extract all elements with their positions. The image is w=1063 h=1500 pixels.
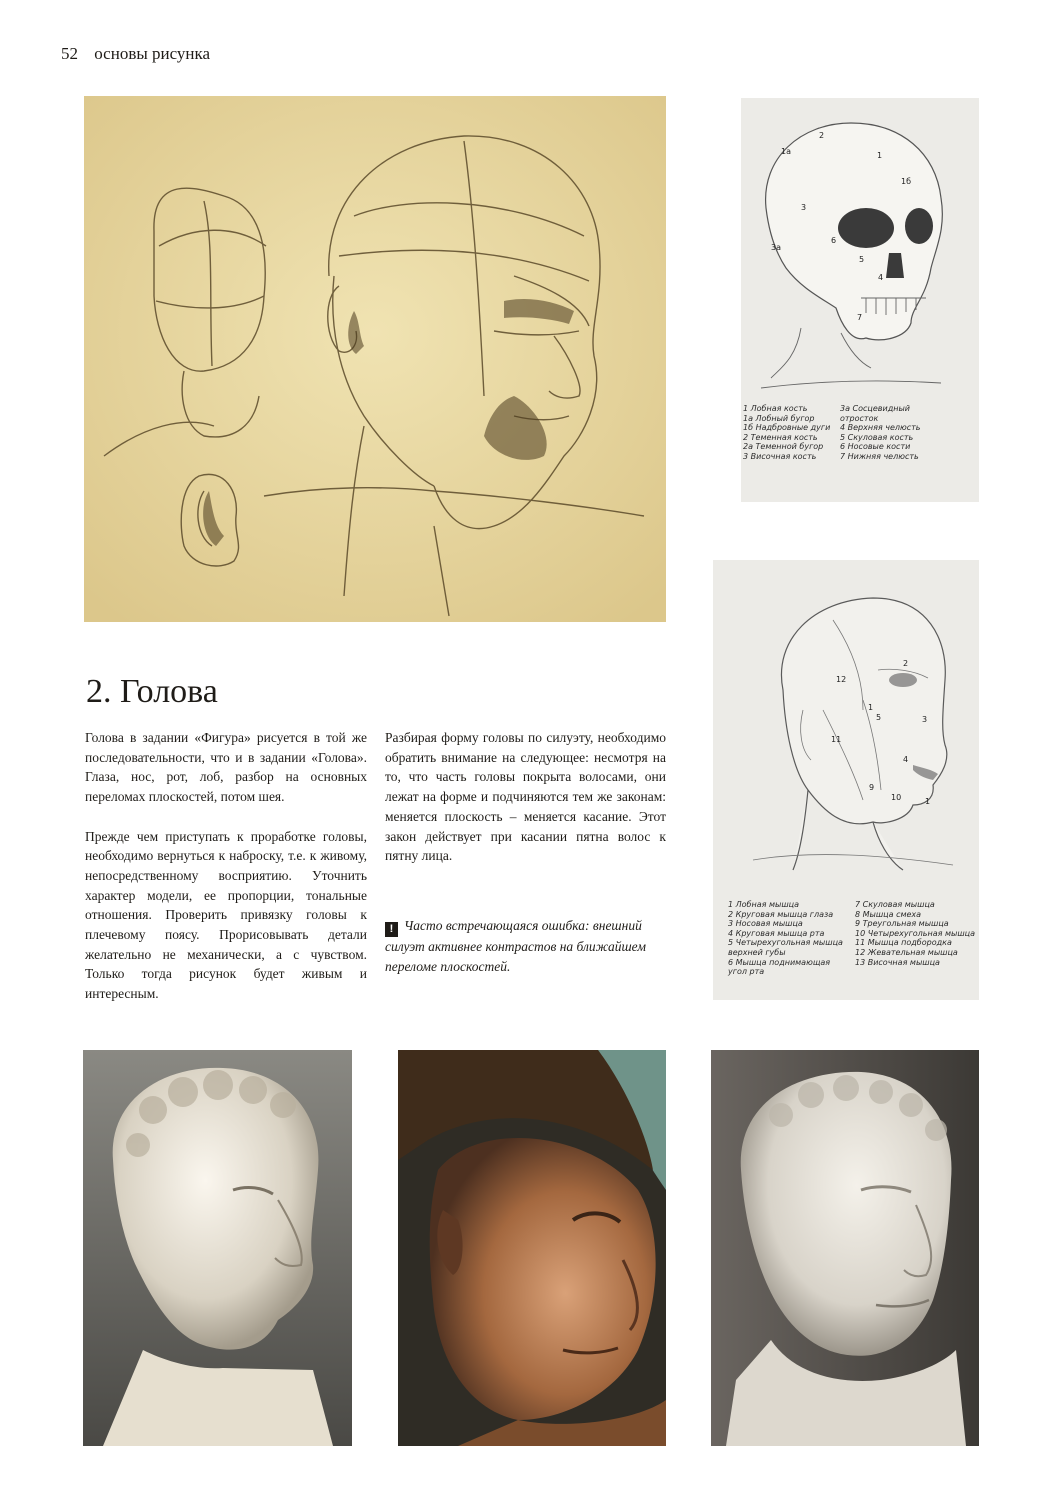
skull-figure <box>741 98 979 502</box>
common-mistake-note <box>385 916 666 976</box>
legend-item: 7 Нижняя челюсть <box>840 451 919 461</box>
body-column-right <box>385 728 666 886</box>
exclamation-icon: ! <box>385 922 398 937</box>
skull-number: 6 <box>831 236 837 245</box>
note-text: Часто встречающаяся ошибка: внешний силуэт активнее контрастов на ближайшем переломе плоскостей. <box>385 918 646 974</box>
legend-item: 10 Четырехугольная мышца <box>855 928 976 938</box>
skull-legend-left <box>743 404 830 462</box>
david-head-photo <box>83 1050 352 1446</box>
muscle-number: 4 <box>903 755 909 764</box>
fresco-head-image <box>398 1050 666 1446</box>
muscle-number: 2 <box>903 659 909 668</box>
legend-item: 13 Височная мышца <box>855 957 940 967</box>
skull-number: 4 <box>878 273 884 282</box>
roman-bust-image <box>711 1050 979 1446</box>
fresco-head-photo <box>398 1050 666 1446</box>
muscle-legend-right <box>855 900 975 967</box>
muscle-legend-left <box>728 900 843 977</box>
skull-number: 1 <box>877 151 883 160</box>
skull-number: 3а <box>771 243 781 252</box>
running-title: основы рисунка <box>94 44 211 63</box>
legend-item: отросток <box>840 413 879 423</box>
body-column-left <box>85 728 367 1024</box>
muscle-number: 12 <box>836 675 847 684</box>
muscle-number: 1 <box>868 703 874 712</box>
legend-item: 12 Жевательная мышца <box>855 947 958 957</box>
legend-item: 1б Надбровные дуги <box>743 423 831 433</box>
head-sketch-figure <box>84 96 666 622</box>
skull-legend-right <box>840 404 921 462</box>
body-paragraph: Прежде чем приступать к проработке головы, необходимо вернуться к наброску, т.е. к живому, непосредственному восприятию. Уточнить характер модели, ее пропорции, тональные отношения. Проверить привязку головы к плечевому поясу. Прорисовывать детали желательно не механически, а с чувством. Только тогда рисунок будет живым и интересным. <box>85 828 367 1002</box>
legend-item: 5 Четырехугольная мышца <box>728 938 843 948</box>
body-paragraph: Голова в задании «Фигура» рисуется в той же последовательности, что и в задании «Голова». Глаза, нос, рот, лоб, разбор на основных переломах плоскостей, потом шея. <box>85 730 367 805</box>
muscle-number: 11 <box>831 735 842 744</box>
legend-item: верхней губы <box>728 947 786 957</box>
legend-item: 2 Круговая мышца глаза <box>728 909 834 919</box>
legend-item: 7 Скуловая мышца <box>855 900 935 909</box>
legend-item: 1 Лобная кость <box>743 404 808 413</box>
legend-item: 1 Лобная мышца <box>728 900 799 909</box>
legend-item: угол рта <box>728 967 765 977</box>
muscle-number: 3 <box>922 715 928 724</box>
legend-item: 6 Носовые кости <box>840 442 911 452</box>
legend-item: 1а Лобный бугор <box>743 413 815 423</box>
muscle-number: 9 <box>869 783 875 792</box>
legend-item: 3 Носовая мышца <box>728 919 803 929</box>
skull-number: 1а <box>781 147 791 156</box>
legend-item: 11 Мышца подбородка <box>855 938 952 948</box>
facial-muscles-figure <box>713 560 979 1000</box>
legend-item: 2 Теменная кость <box>743 432 818 442</box>
legend-item: 9 Треугольная мышца <box>855 919 949 929</box>
body-paragraph: Разбирая форму головы по силуэту, необходимо обратить внимание на следующее: несмотря на то, что часть головы покрыта волосами, они лежат на форме и подчиняются тем же законам: меняется плоскость – меняется касание. Этот закон действует при касании пятна волос к пятну лица. <box>385 730 666 864</box>
muscle-number: 1 <box>925 797 931 806</box>
skull-number: 1б <box>901 177 912 186</box>
legend-item: 5 Скуловая кость <box>840 432 914 442</box>
legend-item: 4 Верхняя челюсть <box>840 423 921 433</box>
muscle-number: 10 <box>891 793 902 802</box>
legend-item: 8 Мышца смеха <box>855 909 922 919</box>
legend-item: 4 Круговая мышца рта <box>728 928 825 938</box>
section-title: 2. Голова <box>86 673 218 710</box>
head-sketch-drawing <box>84 96 666 622</box>
marble-head-image <box>83 1050 352 1446</box>
skull-number: 3 <box>801 203 807 212</box>
legend-item: 6 Мышца поднимающая <box>728 957 831 967</box>
skull-number: 5 <box>859 255 865 264</box>
running-header <box>61 44 210 64</box>
roman-bust-photo <box>711 1050 979 1446</box>
legend-item: 3а Сосцевидный <box>840 404 910 413</box>
muscle-number: 5 <box>876 713 882 722</box>
skull-number: 2 <box>819 131 825 140</box>
skull-number: 7 <box>857 313 863 322</box>
legend-item: 2а Теменной бугор <box>743 442 824 452</box>
legend-item: 3 Височная кость <box>743 451 817 461</box>
page-number: 52 <box>61 44 78 63</box>
